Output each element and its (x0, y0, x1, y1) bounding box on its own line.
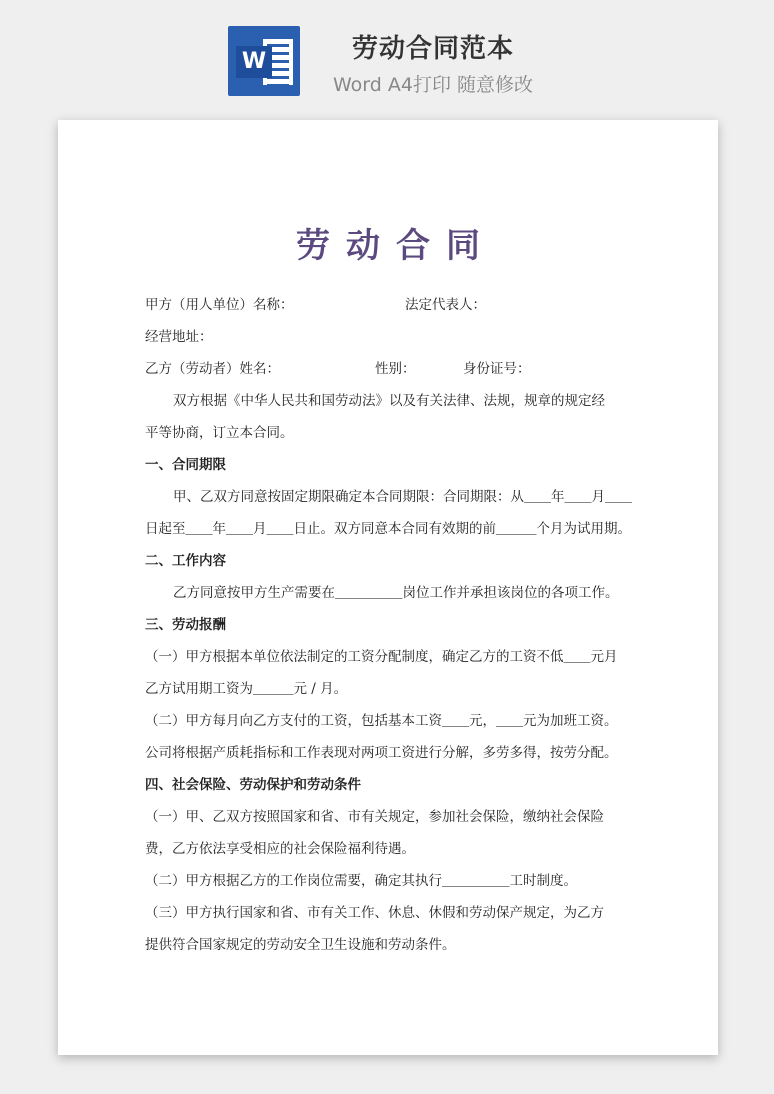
address-label: 经营地址： (145, 329, 213, 345)
party-b-name-label: 乙方（劳动者）姓名： (145, 361, 280, 377)
section-4-line-2: 费，乙方依法享受相应的社会保险福利待遇。 (145, 841, 415, 857)
document-title: 劳动合同 (296, 226, 496, 266)
page-header (0, 0, 774, 110)
word-icon (228, 26, 300, 96)
header-title: 劳动合同范本 (351, 34, 514, 64)
section-3-line-2: 乙方试用期工资为＿＿＿元 / 月。 (145, 681, 348, 697)
section-4-line-3: （二）甲方根据乙方的工作岗位需要，确定其执行＿＿＿＿＿工时制度。 (145, 873, 577, 889)
party-a-name-label: 甲方（用人单位）名称： (145, 297, 294, 313)
word-letter: W (236, 46, 272, 78)
legal-rep-label: 法定代表人： (405, 297, 486, 313)
gender-label: 性别： (375, 361, 416, 377)
section-1-line-1: 甲、乙双方同意按固定期限确定本合同期限：合同期限：从＿＿年＿＿月＿＿ (173, 489, 632, 505)
section-3-heading: 三、劳动报酬 (145, 617, 226, 633)
section-4-line-1: （一）甲、乙双方按照国家和省、市有关规定，参加社会保险，缴纳社会保险 (145, 809, 604, 825)
document-body (145, 292, 640, 964)
section-2-heading: 二、工作内容 (145, 553, 226, 569)
address-row (145, 324, 640, 356)
section-3-line-4: 公司将根据产质耗指标和工作表现对两项工资进行分解，多劳多得，按劳分配。 (145, 745, 618, 761)
party-b-row (145, 356, 640, 388)
section-3-line-1: （一）甲方根据本单位依法制定的工资分配制度，确定乙方的工资不低＿＿元月 (145, 649, 618, 665)
section-1-heading: 一、合同期限 (145, 457, 226, 473)
header-subtitle: Word A4打印 随意修改 (332, 74, 533, 96)
section-4-line-5: 提供符合国家规定的劳动安全卫生设施和劳动条件。 (145, 937, 456, 953)
section-1-line-2: 日起至＿＿年＿＿月＿＿日止。双方同意本合同有效期的前＿＿＿个月为试用期。 (145, 521, 631, 537)
document-page (58, 120, 718, 1055)
section-3-line-3: （二）甲方每月向乙方支付的工资，包括基本工资＿＿元，＿＿元为加班工资。 (145, 713, 618, 729)
intro-line-2: 平等协商，订立本合同。 (145, 425, 294, 441)
party-a-row (145, 292, 640, 324)
section-2-line-1: 乙方同意按甲方生产需要在＿＿＿＿＿岗位工作并承担该岗位的各项工作。 (173, 585, 619, 601)
section-4-line-4: （三）甲方执行国家和省、市有关工作、休息、休假和劳动保产规定，为乙方 (145, 905, 604, 921)
intro-line-1: 双方根据《中华人民共和国劳动法》以及有关法律、法规，规章的规定经 (173, 393, 605, 409)
section-4-heading: 四、社会保险、劳动保护和劳动条件 (145, 777, 361, 793)
id-number-label: 身份证号： (463, 361, 531, 377)
